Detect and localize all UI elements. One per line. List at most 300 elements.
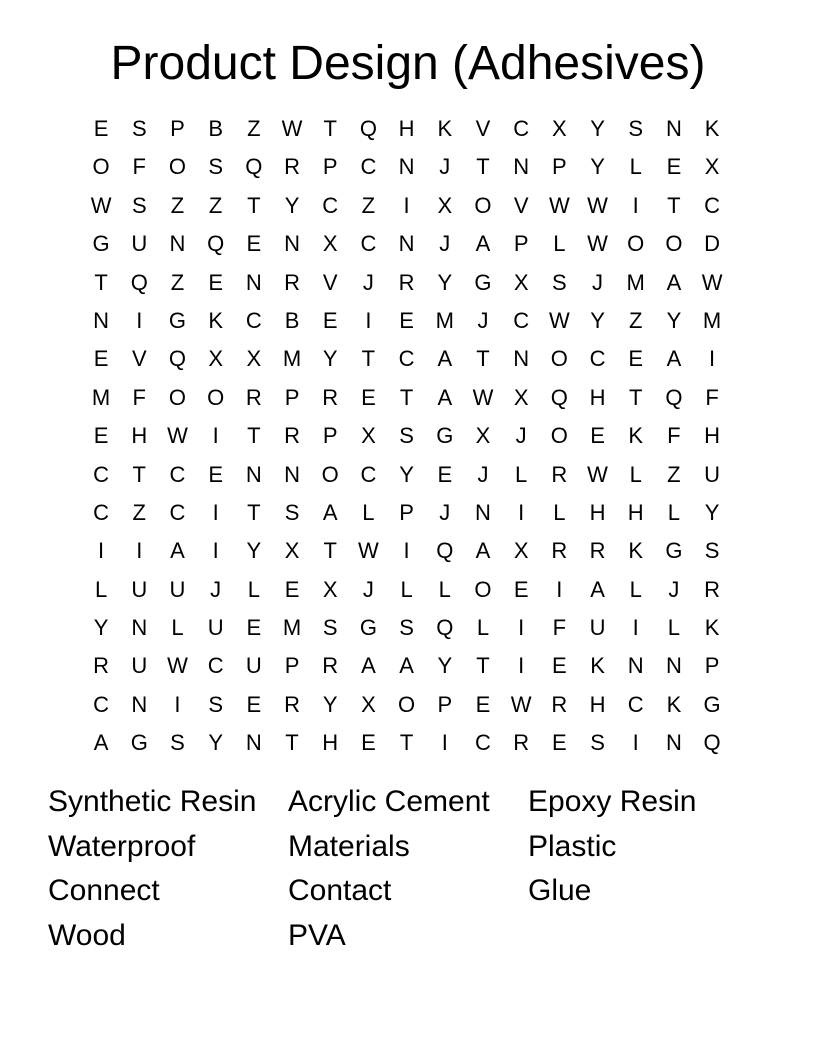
grid-letter: S (284, 499, 300, 525)
grid-letter: Q (550, 384, 568, 410)
grid-letter: S (704, 538, 720, 564)
grid-letter: I (136, 307, 143, 333)
grid-letter: P (322, 423, 338, 449)
grid-row (82, 225, 731, 263)
grid-letter: S (322, 615, 338, 641)
grid-letter: F (132, 384, 146, 410)
grid-letter: O (398, 691, 416, 717)
grid-letter: A (322, 499, 338, 525)
grid-letter: A (437, 346, 453, 372)
grid-letter: U (589, 615, 606, 641)
grid-letter: H (704, 423, 721, 449)
grid-letter: R (322, 653, 339, 679)
grid-letter: T (476, 346, 490, 372)
grid-letter: W (281, 116, 303, 141)
grid-letter: L (515, 461, 528, 487)
grid-letter: J (477, 461, 489, 487)
grid-letter: C (207, 653, 224, 679)
grid-letter: G (474, 269, 492, 295)
grid-letter: L (362, 499, 375, 525)
grid-letter: X (208, 346, 223, 372)
grid-letter: R (589, 538, 606, 564)
grid-row (82, 340, 731, 378)
grid-letter: I (518, 653, 525, 679)
grid-letter: U (245, 653, 262, 679)
grid-letter: L (476, 615, 490, 641)
grid-letter: A (475, 538, 491, 564)
grid-letter: E (399, 307, 414, 333)
grid-letter: I (441, 730, 448, 756)
grid-letter: I (518, 499, 525, 525)
grid-letter: L (171, 615, 184, 641)
grid-letter: E (246, 691, 262, 717)
grid-letter: X (513, 538, 529, 564)
grid-letter: W (587, 461, 608, 487)
word-list-item: Glue (528, 874, 592, 908)
grid-letter: K (628, 423, 644, 449)
grid-letter: J (439, 499, 451, 525)
grid-letter: E (284, 576, 300, 602)
grid-letter: C (360, 231, 377, 257)
grid-letter: O (207, 384, 225, 410)
grid-letter: R (551, 461, 568, 487)
grid-letter: F (552, 615, 567, 641)
grid-letter: L (667, 499, 681, 525)
grid-letter: H (398, 116, 415, 141)
grid-letter: C (360, 461, 377, 487)
grid-letter: L (667, 615, 681, 641)
grid-letter: Y (437, 269, 453, 295)
grid-letter: P (513, 231, 529, 257)
grid-letter: A (590, 576, 605, 602)
grid-letter: K (666, 691, 682, 717)
grid-letter: C (93, 691, 110, 717)
grid-letter: J (592, 269, 604, 295)
grid-letter: T (361, 346, 376, 372)
grid-letter: C (704, 192, 721, 218)
grid-letter: L (629, 154, 642, 180)
grid-letter: H (589, 384, 606, 410)
grid-letter: M (282, 615, 302, 641)
grid-letter: N (475, 499, 491, 525)
grid-letter: I (212, 423, 219, 449)
grid-letter: R (551, 538, 568, 564)
grid-letter: E (552, 730, 567, 756)
grid-letter: X (361, 423, 376, 449)
grid-letter: R (245, 384, 262, 410)
grid-letter: Y (437, 653, 453, 679)
grid-letter: N (513, 346, 530, 372)
grid-letter: E (590, 423, 605, 449)
grid-letter: I (556, 576, 563, 602)
grid-letter: Y (322, 691, 338, 717)
grid-letter: G (665, 538, 683, 564)
grid-letter: F (667, 423, 681, 449)
grid-letter: Z (628, 307, 643, 333)
grid-letter: N (398, 154, 415, 180)
grid-row (82, 187, 731, 225)
grid-letter: S (131, 116, 147, 141)
grid-row (82, 264, 731, 302)
grid-letter: E (437, 461, 453, 487)
grid-row (82, 417, 731, 455)
grid-letter: N (284, 231, 300, 257)
grid-letter: C (322, 192, 339, 218)
grid-letter: L (553, 231, 566, 257)
grid-letter: E (93, 116, 109, 141)
grid-letter: C (398, 346, 415, 372)
grid-letter: S (208, 691, 223, 717)
grid-letter: P (704, 653, 720, 679)
grid-row (82, 686, 731, 724)
grid-letter: N (131, 691, 148, 717)
grid-letter: S (628, 116, 644, 141)
grid-letter: F (132, 154, 146, 180)
grid-letter: Y (590, 154, 605, 180)
grid-letter: Z (132, 499, 146, 525)
word-list-item: Wood (48, 919, 126, 953)
grid-row (82, 609, 731, 647)
grid-letter: P (552, 154, 567, 180)
grid-letter: C (589, 346, 606, 372)
grid-letter: C (513, 307, 530, 333)
grid-letter: W (548, 307, 570, 333)
grid-letter: G (92, 231, 110, 257)
page-title: Product Design (Adhesives) (110, 37, 706, 90)
grid-letter: Q (436, 615, 454, 641)
grid-letter: M (91, 384, 111, 410)
grid-letter: K (437, 116, 453, 141)
grid-letter: O (168, 154, 187, 180)
grid-letter: Y (399, 461, 414, 487)
grid-letter: Z (667, 461, 681, 487)
grid-letter: N (665, 116, 682, 141)
grid-letter: C (93, 461, 110, 487)
grid-letter: W (90, 192, 112, 218)
grid-letter: I (174, 691, 181, 717)
grid-letter: J (477, 307, 489, 333)
grid-letter: W (548, 192, 570, 218)
grid-letter: O (474, 192, 492, 218)
grid-letter: C (93, 499, 110, 525)
grid-letter: L (553, 499, 566, 525)
word-list-item: PVA (288, 919, 346, 953)
grid-letter: Q (130, 269, 148, 295)
grid-letter: N (284, 461, 300, 487)
grid-letter: Y (208, 730, 223, 756)
grid-letter: Z (170, 192, 185, 218)
grid-letter: E (552, 653, 567, 679)
grid-letter: I (212, 499, 219, 525)
grid-letter: V (131, 346, 147, 372)
grid-letter: C (360, 154, 377, 180)
grid-letter: O (550, 346, 568, 372)
grid-letter: E (246, 231, 262, 257)
grid-letter: P (399, 499, 414, 525)
grid-letter: T (399, 730, 414, 756)
grid-letter: H (589, 691, 606, 717)
grid-letter: I (709, 346, 716, 372)
grid-letter: J (439, 231, 451, 257)
grid-letter: N (665, 730, 682, 756)
grid-letter: I (632, 192, 639, 218)
grid-letter: Z (170, 269, 185, 295)
word-list-item: Waterproof (48, 829, 196, 863)
grid-letter: X (284, 538, 300, 564)
grid-letter: R (93, 653, 110, 679)
grid-letter: R (398, 269, 415, 295)
grid-letter: C (169, 461, 186, 487)
grid-letter: E (513, 576, 529, 602)
grid-letter: W (587, 192, 608, 218)
grid-letter: C (475, 730, 491, 756)
grid-letter: W (167, 423, 188, 449)
grid-letter: S (399, 615, 414, 641)
grid-letter: Y (93, 615, 109, 641)
grid-letter: G (703, 691, 721, 717)
grid-letter: W (587, 231, 608, 257)
grid-letter: N (93, 307, 110, 333)
grid-letter: M (626, 269, 645, 295)
word-list-item: Materials (288, 829, 410, 863)
grid-letter: X (513, 269, 529, 295)
grid-letter: X (322, 576, 338, 602)
grid-letter: I (403, 192, 410, 218)
grid-letter: Q (245, 154, 263, 180)
grid-letter: O (627, 231, 645, 257)
grid-letter: S (590, 730, 605, 756)
grid-letter: R (513, 730, 530, 756)
grid-letter: J (362, 576, 374, 602)
grid-letter: Y (666, 307, 682, 333)
grid-letter: Y (246, 538, 262, 564)
word-list-item: Epoxy Resin (528, 785, 697, 818)
grid-letter: E (475, 691, 491, 717)
grid-letter: O (474, 576, 492, 602)
grid-letter: P (437, 691, 453, 717)
grid-letter: B (208, 116, 223, 141)
grid-letter: X (361, 691, 376, 717)
grid-row (82, 647, 731, 685)
grid-letter: L (629, 461, 642, 487)
grid-letter: T (476, 653, 490, 679)
grid-letter: Y (704, 499, 720, 525)
grid-letter: X (552, 116, 567, 141)
grid-letter: C (245, 307, 262, 333)
grid-letter: Z (247, 116, 261, 141)
grid-letter: K (208, 307, 223, 333)
grid-letter: R (284, 269, 300, 295)
grid-letter: X (437, 192, 453, 218)
grid-letter: O (550, 423, 568, 449)
grid-letter: Q (703, 730, 721, 756)
grid-letter: X (475, 423, 491, 449)
grid-letter: T (247, 192, 261, 218)
grid-letter: E (246, 615, 262, 641)
word-list-item: Synthetic Resin (48, 785, 257, 818)
word-list-item: Connect (48, 874, 160, 908)
grid-letter: E (361, 384, 376, 410)
grid-letter: W (510, 691, 532, 717)
grid-letter: N (398, 231, 415, 257)
grid-letter: O (168, 384, 187, 410)
grid-letter: Q (436, 538, 454, 564)
grid-letter: U (169, 576, 186, 602)
grid-row (82, 724, 731, 762)
grid-letter: T (667, 192, 681, 218)
grid-letter: N (245, 461, 262, 487)
grid-letter: N (245, 269, 262, 295)
grid-letter: K (704, 116, 720, 141)
grid-letter: I (136, 538, 143, 564)
grid-letter: C (169, 499, 186, 525)
grid-letter: I (632, 730, 639, 756)
grid-letter: C (513, 116, 530, 141)
grid-letter: T (476, 154, 490, 180)
grid-letter: X (704, 154, 720, 180)
grid-letter: R (284, 154, 300, 180)
grid-letter: P (284, 384, 300, 410)
grid-letter: D (704, 231, 721, 257)
grid-letter: R (322, 384, 339, 410)
grid-letter: V (513, 192, 529, 218)
word-list-item: Contact (288, 874, 392, 908)
word-list-item: Plastic (528, 829, 617, 863)
grid-letter: O (665, 231, 683, 257)
grid-letter: L (400, 576, 413, 602)
grid-row (82, 302, 731, 340)
grid-letter: J (362, 269, 374, 295)
grid-letter: A (666, 346, 682, 372)
grid-letter: I (365, 307, 372, 333)
grid-letter: R (704, 576, 721, 602)
grid-letter: H (627, 499, 644, 525)
grid-letter: J (210, 576, 222, 602)
grid-letter: E (93, 346, 109, 372)
grid-letter: W (701, 269, 723, 295)
grid-letter: O (321, 461, 339, 487)
grid-letter: T (94, 269, 108, 295)
grid-letter: I (632, 615, 639, 641)
grid-letter: U (131, 653, 148, 679)
grid-letter: A (399, 653, 414, 679)
grid-letter: I (518, 615, 525, 641)
grid-letter: T (132, 461, 146, 487)
grid-letter: A (666, 269, 682, 295)
grid-letter: J (668, 576, 680, 602)
grid-letter: Y (590, 307, 605, 333)
grid-letter: R (284, 423, 300, 449)
grid-letter: Q (207, 231, 225, 257)
grid-letter: X (322, 231, 338, 257)
grid-letter: Q (359, 116, 377, 141)
grid-letter: V (322, 269, 338, 295)
grid-letter: Y (322, 346, 338, 372)
grid-letter: P (170, 116, 185, 141)
grid-letter: C (627, 691, 644, 717)
grid-letter: A (437, 384, 453, 410)
grid-letter: Q (168, 346, 187, 372)
grid-letter: T (628, 384, 643, 410)
grid-letter: H (131, 423, 148, 449)
grid-letter: R (551, 691, 568, 717)
grid-letter: T (247, 499, 261, 525)
grid-row (82, 571, 731, 609)
grid-letter: J (515, 423, 527, 449)
grid-letter: U (131, 231, 148, 257)
grid-letter: T (247, 423, 261, 449)
grid-letter: P (322, 154, 338, 180)
grid-letter: A (170, 538, 185, 564)
grid-letter: N (245, 730, 262, 756)
grid-letter: J (439, 154, 451, 180)
grid-letter: S (552, 269, 567, 295)
grid-letter: L (247, 576, 260, 602)
grid-row (82, 110, 731, 148)
grid-letter: S (399, 423, 414, 449)
grid-letter: W (167, 653, 188, 679)
grid-letter: T (323, 116, 337, 141)
grid-letter: G (359, 615, 377, 641)
grid-letter: A (475, 231, 491, 257)
grid-letter: N (665, 653, 682, 679)
grid-letter: G (168, 307, 187, 333)
grid-letter: O (92, 154, 110, 180)
grid-letter: E (93, 423, 109, 449)
grid-row (82, 456, 731, 494)
letter-grid (82, 110, 731, 763)
grid-letter: S (131, 192, 147, 218)
grid-letter: B (284, 307, 300, 333)
grid-letter: T (323, 538, 337, 564)
grid-letter: W (472, 384, 494, 410)
grid-letter: K (590, 653, 605, 679)
grid-letter: Z (361, 192, 376, 218)
grid-letter: S (208, 154, 223, 180)
grid-letter: A (93, 730, 109, 756)
grid-letter: Q (665, 384, 683, 410)
grid-letter: N (513, 154, 530, 180)
grid-letter: N (169, 231, 186, 257)
grid-letter: L (629, 576, 642, 602)
grid-letter: U (704, 461, 721, 487)
grid-letter: S (170, 730, 185, 756)
grid-letter: E (208, 461, 223, 487)
grid-letter: R (284, 691, 300, 717)
grid-letter: L (438, 576, 451, 602)
grid-letter: H (589, 499, 606, 525)
grid-letter: H (322, 730, 339, 756)
grid-letter: E (628, 346, 644, 372)
grid-letter: Y (590, 116, 605, 141)
grid-letter: V (475, 116, 491, 141)
grid-letter: M (702, 307, 722, 333)
grid-letter: M (282, 346, 302, 372)
grid-row (82, 494, 731, 532)
grid-letter: P (284, 653, 300, 679)
grid-letter: X (513, 384, 529, 410)
grid-letter: I (403, 538, 410, 564)
grid-letter: E (666, 154, 682, 180)
grid-letter: U (131, 576, 148, 602)
grid-letter: N (131, 615, 148, 641)
grid-letter: L (94, 576, 108, 602)
word-list (48, 780, 768, 959)
grid-letter: G (130, 730, 148, 756)
grid-letter: E (361, 730, 376, 756)
grid-letter: F (705, 384, 719, 410)
word-list-item: Acrylic Cement (288, 785, 490, 818)
